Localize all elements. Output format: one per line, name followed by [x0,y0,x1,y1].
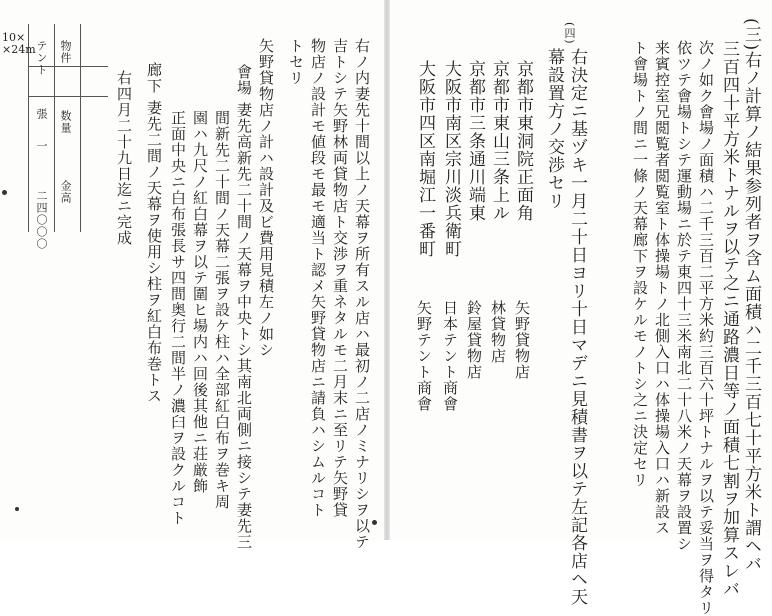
text-column: ト會場トノ間ニ一條ノ天幕廊下ヲ設ケルモノトシ之ニ決定セリ [631,40,649,488]
text-column: (三)右ノ計算ノ結果参列者ヲ含ム面積ハ二千三百七十平方米ト謂ヘバ [741,18,761,574]
ink-dot [2,190,7,195]
shop-address: 京都市三条通川端東 [465,60,485,222]
shop-name: 林貸物店 [489,300,507,364]
table-header: 数量 [59,110,72,134]
shop-address: 京都市東洞院正面角 [513,60,533,222]
right-page [390,0,772,616]
text-column: 右四月二十九日迄ニ完成 [115,70,133,246]
table-header: 金高 [59,180,72,204]
text-column: 廊下 妻先二間ノ天幕ヲ使用シ柱ヲ紅白布巻トス [145,62,163,404]
text-column: 幕設置方ノ交渉セリ [544,48,564,210]
size-note: 10× ×24m [2,31,36,56]
text-column: 物店ノ設計モ値段モ最モ適当ト認メ矢野貸物店ニ請負ハシムルコト [309,38,327,518]
text-column: 三百四十平方米トナルヲ以テ之ニ通路濃日等ノ面積七割ヲ加算スレバ [719,40,739,598]
text-column: 會場 妻先高新先二十間ノ天幕ヲ中央トシ其南北両側ニ接シテ妻先三 [235,64,253,550]
shop-name: 矢野貸物店 [513,300,531,380]
text-column: 園ハ九尺ノ紅白幕ヲ以テ圍ヒ場内ハ回後其他ニ荘厳飾 [191,110,209,494]
section-number: (四) [563,22,576,45]
table-cell-unit: 張 [35,108,48,120]
text-column: 吉トシテ矢野林両貸物店ト交渉ヲ重ネタルモ二月末ニ至リテ矢野貸 [331,38,349,518]
table-cell-amount: 二四〇〇〇 [35,190,48,250]
shop-name: 日本テント商會 [441,300,459,412]
text-column: 来賓控室兄閲覧者閲覧室ト体操場トノ北側入口ハ体操場入口ハ新設ス [653,40,671,536]
left-page [0,0,384,550]
text-column: トセリ [287,38,305,86]
text-column: 右ノ内妻先十間以上ノ天幕ヲ所有スル店ハ最初ノ二店ノミナリシヲ以テ [353,38,371,550]
table-cell-item: テント [35,40,48,76]
text-column: 間新先二十間ノ天幕二張ヲ設ケ柱ハ全部紅白布ヲ巻キ周 [213,110,231,510]
shop-address: 大阪市四区南堀江一番町 [415,60,435,258]
table-cell-qty: 一 [35,140,48,152]
text-column: 依ツテ會場トシテ運動場ニ於テ東四十三米南北二十八米ノ天幕ヲ設置シ [675,40,693,552]
shop-name: 矢野テント商會 [415,300,433,412]
shop-address: 京都市東山三条上ル [489,60,509,222]
ink-dot [15,507,19,511]
ink-dot [372,520,377,525]
text-column: 矢野貸物店ノ計ハ設計及ビ費用見積左ノ如シ [257,38,275,358]
text-column: 右決定ニ基ヅキ一月二十日ヨリ十日マデニ見積書ヲ以テ左記各店ヘ天 [567,48,587,606]
text-column: 正面中央ニ白布張長サ四間奥行二間半ノ濃臼ヲ設クルコト [169,110,187,526]
text-column: 次ノ如ク會場ノ面積ハ二千三百二平方米約三百六十坪トナルヲ以テ妥当ヲ得タリ [697,40,715,616]
shop-name: 鈴屋貸物店 [465,300,483,380]
table-header: 物件 [59,40,72,64]
shop-address: 大阪市南区宗川淡兵衛町 [441,60,461,258]
